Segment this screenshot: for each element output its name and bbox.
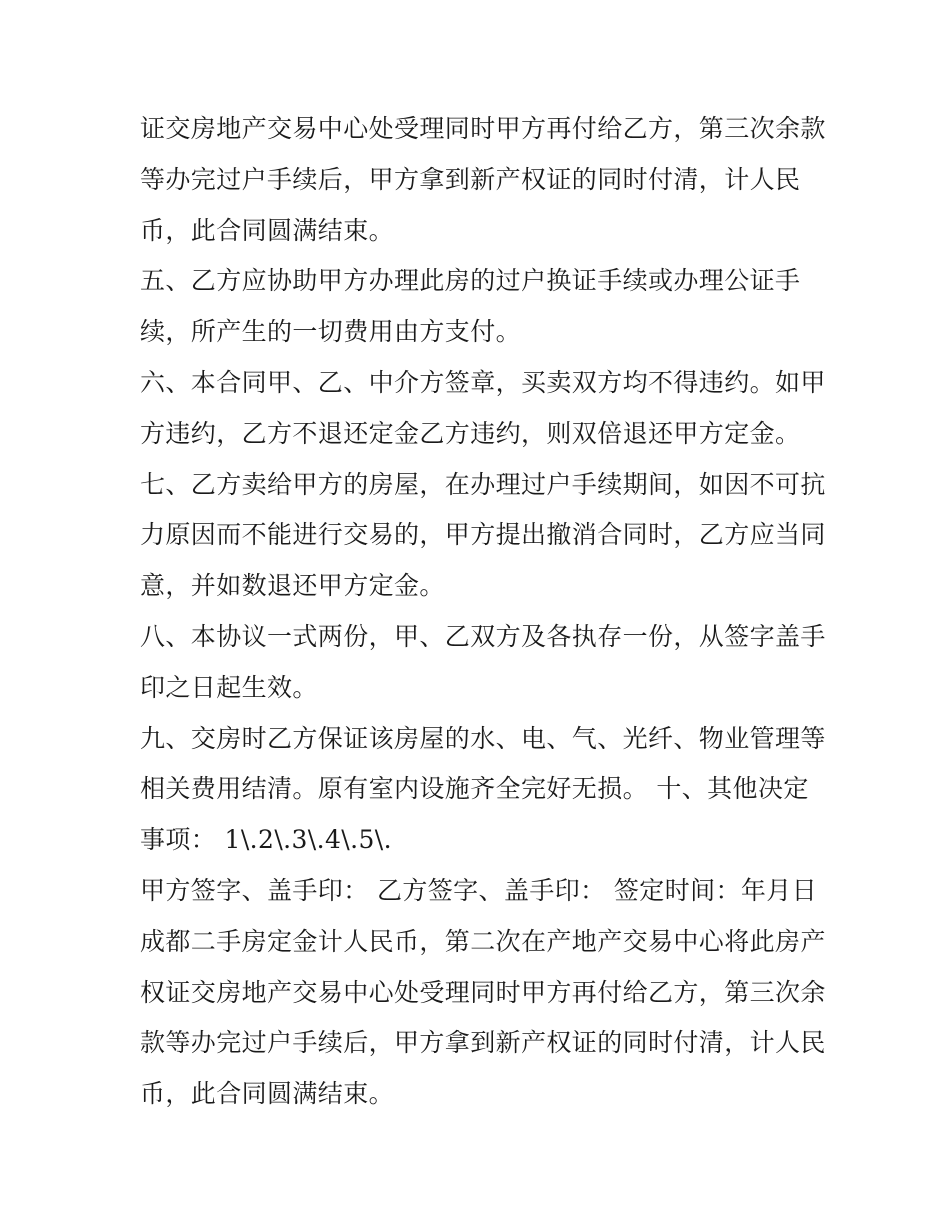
text-line: 事项： 1\.2\.3\.4\.5\. <box>140 825 392 855</box>
text-line: 等办完过户手续后，甲方拿到新产权证的同时付清，计人民 <box>140 164 801 194</box>
text-line: 续，所产生的一切费用由方支付。 <box>140 317 522 347</box>
text-line: 款等办完过户手续后，甲方拿到新产权证的同时付清，计人民 <box>140 1028 826 1058</box>
text-line: 意，并如数退还甲方定金。 <box>140 571 445 601</box>
text-line: 成都二手房定金计人民币，第二次在产地产交易中心将此房产 <box>140 926 826 956</box>
clause-7-line: 七、乙方卖给甲方的房屋，在办理过户手续期间，如因不可抗 <box>140 469 826 499</box>
document-body <box>140 104 826 1120</box>
text-line: 证交房地产交易中心处受理同时甲方再付给乙方，第三次余款 <box>140 114 826 143</box>
signature-line: 甲方签字、盖手印： 乙方签字、盖手印： 签定时间：年月日 <box>140 875 818 905</box>
clause-9-line: 九、交房时乙方保证该房屋的水、电、气、光纤、物业管理等 <box>140 723 826 753</box>
text-line: 权证交房地产交易中心处受理同时甲方再付给乙方，第三次余 <box>140 977 826 1007</box>
clause-5-line: 五、乙方应协助甲方办理此房的过户换证手续或办理公证手 <box>140 266 801 296</box>
text-line: 方违约，乙方不退还定金乙方违约，则双倍退还甲方定金。 <box>140 418 801 448</box>
clause-8-line: 八、本协议一式两份，甲、乙双方及各执存一份，从签字盖手 <box>140 621 826 651</box>
text-line: 力原因而不能进行交易的，甲方提出撤消合同时，乙方应当同 <box>140 520 826 550</box>
clause-6-line: 六、本合同甲、乙、中介方签章，买卖双方均不得违约。如甲 <box>140 367 826 397</box>
text-line: 币，此合同圆满结束。 <box>140 215 395 245</box>
text-line: 相关费用结清。原有室内设施齐全完好无损。 十、其他决定 <box>140 774 809 804</box>
text-line: 印之日起生效。 <box>140 672 318 702</box>
text-line: 币，此合同圆满结束。 <box>140 1079 395 1109</box>
